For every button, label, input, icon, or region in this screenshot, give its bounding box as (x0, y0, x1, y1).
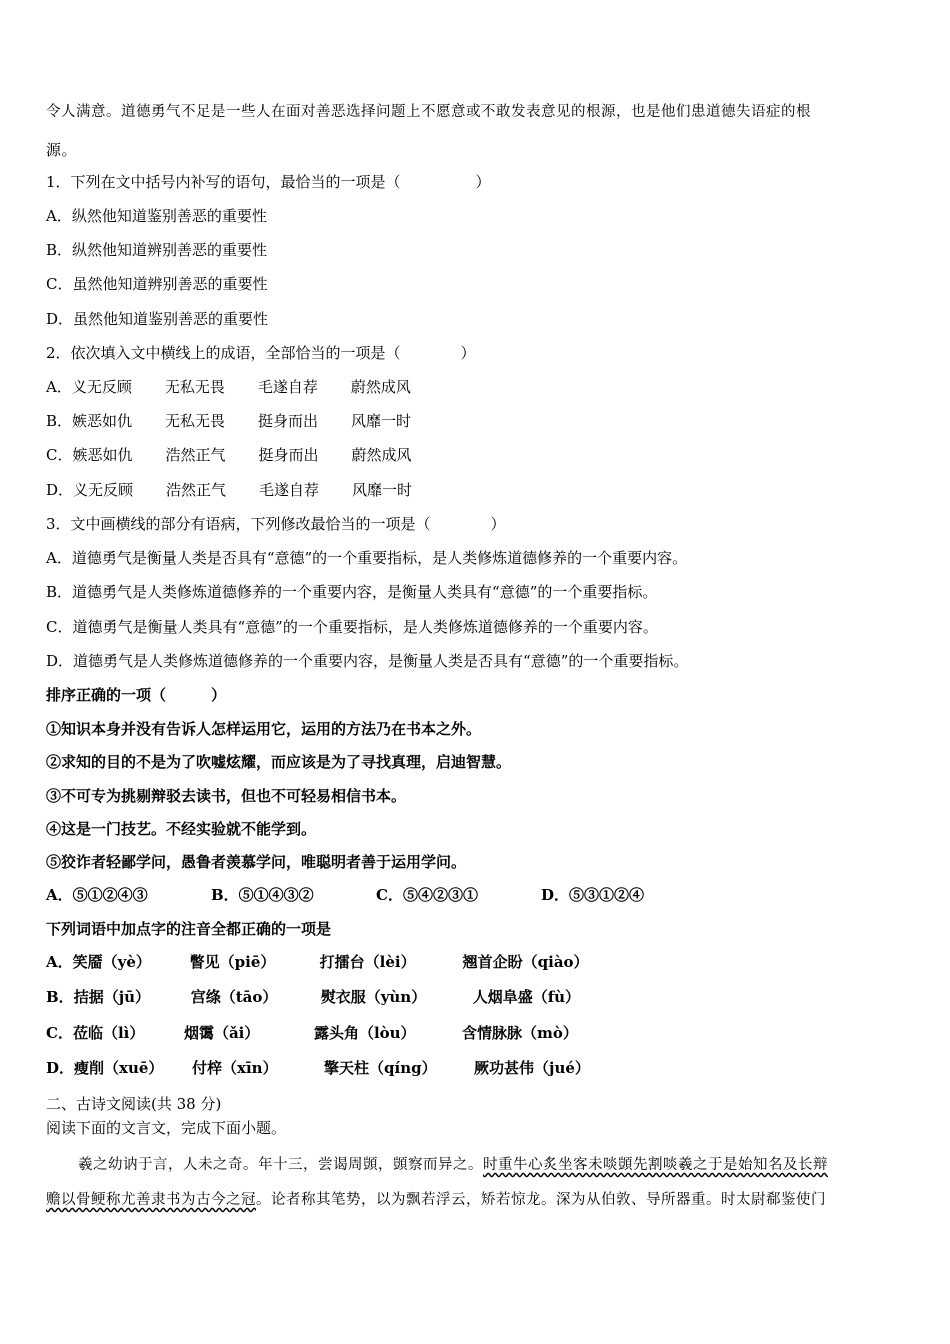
q5-row-d (46, 1058, 590, 1078)
q4-option-d: D．⑤③①②④ (541, 886, 645, 904)
passage-line-2 (46, 1190, 826, 1210)
idiom: 蔚然成风 (350, 378, 411, 396)
word: 烟霭（ǎi） (183, 1024, 260, 1042)
idiom: 挺身而出 (258, 412, 319, 430)
q4-option-a: A．⑤①②④③ (46, 886, 148, 904)
idiom: 风靡一时 (351, 412, 412, 430)
q4-sentence-3: ③不可专为挑剔辩驳去读书，但也不可轻易相信书本。 (46, 787, 407, 805)
q3-option-d: D．道德勇气是人类修炼道德修养的一个重要内容，是衡量人类是否具有“意德”的一个重要指标。 (46, 652, 689, 670)
q1-option-d: D．虽然他知道鉴别善恶的重要性 (46, 310, 269, 328)
idiom: 义无反顾 (73, 481, 134, 499)
q3-stem: 3．文中画横线的部分有语病，下列修改最恰当的一项是（ ） (46, 515, 506, 533)
idiom: 嫉恶如仇 (72, 412, 133, 430)
q5-row-a (46, 952, 589, 972)
q4-sentence-1: ①知识本身并没有告诉人怎样运用它，运用的方法乃在书本之外。 (46, 720, 482, 738)
word: 宫绦（tāo） (190, 988, 278, 1006)
idiom: 浩然正气 (166, 481, 227, 499)
q2-option-a (46, 377, 411, 397)
option-label: D． (46, 1059, 75, 1077)
intro-line-2: 源。 (46, 141, 78, 159)
word: 打擂台（lèi） (319, 953, 416, 971)
option-label: A． (46, 953, 73, 971)
option-label: D． (46, 481, 74, 499)
word: 厥功甚伟（jué） (474, 1059, 590, 1077)
q3-option-b: B．道德勇气是人类修炼道德修养的一个重要内容，是衡量人类具有“意德”的一个重要指标。 (46, 583, 658, 601)
word: 擎天柱（qíng） (324, 1059, 437, 1077)
idiom: 无私无畏 (164, 378, 225, 396)
q4-option-b: B．⑤①④③② (211, 886, 314, 904)
q2-option-b (46, 411, 411, 431)
passage-text: 羲之幼讷于言，人未之奇。年十三，尝谒周顗，顗察而异之。 (78, 1157, 483, 1173)
q4-sentence-2: ②求知的目的不是为了吹嘘炫耀，而应该是为了寻找真理，启迪智慧。 (46, 753, 512, 771)
word: 熨衣服（yùn） (320, 988, 427, 1006)
q4-option-c: C．⑤④②③① (376, 886, 478, 904)
q4-sentence-5: ⑤狡诈者轻鄙学问，愚鲁者羡慕学问，唯聪明者善于运用学问。 (46, 853, 467, 871)
word: 拮据（jū） (73, 988, 151, 1006)
word: 人烟阜盛（fù） (472, 988, 581, 1006)
word: 瘦削（xuē） (74, 1059, 164, 1077)
word: 露头角（lòu） (313, 1024, 416, 1042)
word: 翘首企盼（qiào） (462, 953, 589, 971)
q3-option-a: A．道德勇气是衡量人类是否具有“意德”的一个重要指标，是人类修炼道德修养的一个重要内容。 (46, 549, 688, 567)
passage-text: 。论者称其笔势，以为飘若浮云，矫若惊龙。深为从伯敦、导所器重。时太尉郗鉴使门 (256, 1192, 826, 1208)
q2-option-c (46, 445, 412, 465)
idiom: 挺身而出 (258, 446, 319, 464)
option-label: B． (46, 988, 74, 1006)
word: 瞥见（piē） (189, 953, 276, 971)
idiom: 义无反顾 (71, 378, 132, 396)
idiom: 嫉恶如仇 (72, 446, 133, 464)
word: 莅临（lì） (72, 1024, 145, 1042)
q1-stem: 1．下列在文中括号内补写的语句，最恰当的一项是（ ） (46, 173, 491, 191)
idiom: 浩然正气 (165, 446, 226, 464)
idiom: 毛遂自荐 (259, 481, 320, 499)
q2-option-d (46, 480, 412, 500)
option-label: B． (46, 412, 73, 430)
idiom: 风靡一时 (352, 481, 413, 499)
option-label: A． (46, 378, 72, 396)
idiom: 无私无畏 (165, 412, 226, 430)
passage-line-1 (78, 1155, 828, 1175)
q5-stem: 下列词语中加点字的注音全都正确的一项是 (46, 920, 332, 938)
q4-stem: 排序正确的一项（ ） (46, 686, 227, 704)
q3-option-c: C．道德勇气是衡量人类具有“意德”的一个重要指标，是人类修炼道德修养的一个重要内容。 (46, 618, 658, 636)
q1-option-c: C．虽然他知道辨别善恶的重要性 (46, 275, 268, 293)
word: 含情脉脉（mò） (461, 1024, 578, 1042)
q4-sentence-4: ④这是一门技艺。不经实验就不能学到。 (46, 820, 317, 838)
q1-option-a: A．纵然他知道鉴别善恶的重要性 (46, 207, 267, 225)
q4-options (46, 885, 644, 905)
option-label: C． (46, 1024, 73, 1042)
passage-underlined-text: 赡以骨鲠称尤善隶书为古今之冠 (46, 1192, 256, 1208)
idiom: 毛遂自荐 (257, 378, 318, 396)
intro-line-1: 令人满意。道德勇气不足是一些人在面对善恶选择问题上不愿意或不敢发表意见的根源，也是他们患道德失语症的根 (46, 104, 811, 120)
word: 笑靥（yè） (72, 953, 151, 971)
section-instruction: 阅读下面的文言文，完成下面小题。 (46, 1119, 287, 1137)
idiom: 蔚然成风 (351, 446, 412, 464)
q5-row-b (46, 987, 580, 1007)
q2-stem: 2．依次填入文中横线上的成语，全部恰当的一项是（ ） (46, 344, 476, 362)
word: 付梓（xīn） (192, 1059, 278, 1077)
passage-underlined-text: 时重牛心炙坐客未啖顗先割啖羲之于是始知名及长辩 (483, 1157, 828, 1173)
q1-option-b: B．纵然他知道辨别善恶的重要性 (46, 241, 268, 259)
option-label: C． (46, 446, 73, 464)
section-title: 二、古诗文阅读(共 38 分) (46, 1095, 222, 1113)
q5-row-c (46, 1023, 578, 1043)
